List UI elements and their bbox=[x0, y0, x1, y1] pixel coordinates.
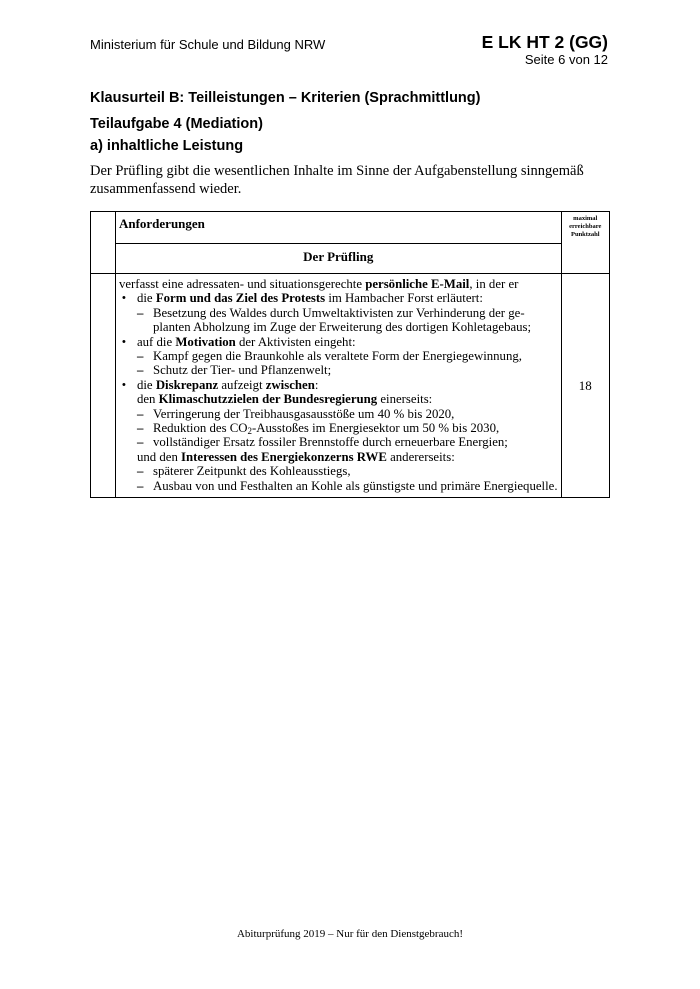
max-points-header bbox=[561, 212, 609, 274]
table-header-row bbox=[91, 212, 610, 244]
table-row bbox=[91, 274, 610, 498]
criteria-table bbox=[90, 211, 610, 498]
list-item: – vollständiger Ersatz fossiler Brennstoffe durch erneuerbare Energien; bbox=[136, 435, 508, 450]
list-item: – Schutz der Tier- und Pflanzenwelt; bbox=[136, 363, 332, 378]
list-item: • die Diskrepanz aufzeigt zwischen: bbox=[119, 378, 558, 392]
max-header-line: erreichbare bbox=[569, 223, 602, 230]
requirements-header: Anforderungen bbox=[115, 212, 561, 244]
ministry-label: Ministerium für Schule und Bildung NRW bbox=[90, 37, 326, 52]
list-item: – Kampf gegen die Braunkohle als veraltete Form der Energiegewinnung, bbox=[136, 349, 522, 364]
list-item: – Ausbau von und Festhalten an Kohle als günstigste und primäre Energiequelle. bbox=[136, 478, 558, 493]
criteria-content bbox=[115, 274, 561, 498]
candidate-header: Der Prüfling bbox=[115, 244, 561, 274]
part-title: a) inhaltliche Leistung bbox=[90, 138, 244, 154]
page-number: Seite 6 von 12 bbox=[524, 52, 608, 67]
blank-cell bbox=[91, 212, 116, 274]
subtask-title: Teilaufgabe 4 (Mediation) bbox=[90, 116, 263, 132]
list-item: • die Form und das Ziel des Protests im Hambacher Forst erläutert: bbox=[119, 291, 558, 305]
list-item: • auf die Motivation der Aktivisten eingeht: bbox=[119, 335, 558, 349]
list-item: – Verringerung der Treibhausgasausstöße um 40 % bis 2020, bbox=[136, 406, 455, 421]
list-item: – Reduktion des $CO_2$-Ausstoßes im Energiesektor um 50 % bis 2030, bbox=[136, 421, 500, 437]
number-cell bbox=[91, 274, 116, 498]
page-header-right bbox=[482, 32, 608, 67]
max-header-line: maximal bbox=[573, 215, 598, 222]
section-title: Klausurteil B: Teilleistungen – Kriterien (Sprachmittlung) bbox=[90, 90, 481, 106]
table-subheader-row bbox=[91, 244, 610, 274]
list-item: und den Interessen des Energiekonzerns RWE andererseits: bbox=[136, 449, 455, 464]
footer-note: Abiturprüfung 2019 – Nur für den Dienstgebrauch! bbox=[236, 928, 464, 940]
points-value: 18 bbox=[561, 274, 609, 498]
intro-text: Der Prüfling gibt die wesentlichen Inhalte im Sinne der Aufgabenstellung sinngemäß zusammenfassend wieder. bbox=[90, 163, 584, 197]
max-header-line: Punktzahl bbox=[570, 231, 600, 238]
list-item: – späterer Zeitpunkt des Kohleausstiegs, bbox=[136, 464, 351, 479]
list-item: planten Abholzung im Zuge der Erweiterung des dortigen Kohletagebaus; bbox=[152, 320, 532, 335]
exam-code: E LK HT 2 (GG) bbox=[481, 32, 608, 52]
list-item: – Besetzung des Waldes durch Umweltaktivisten zur Verhinderung der ge- bbox=[136, 305, 525, 320]
list-item: verfasst eine adressaten- und situationsgerechte persönliche E-Mail, in der er bbox=[118, 277, 519, 291]
list-item: den Klimaschutzzielen der Bundesregierung einerseits: bbox=[136, 392, 433, 407]
